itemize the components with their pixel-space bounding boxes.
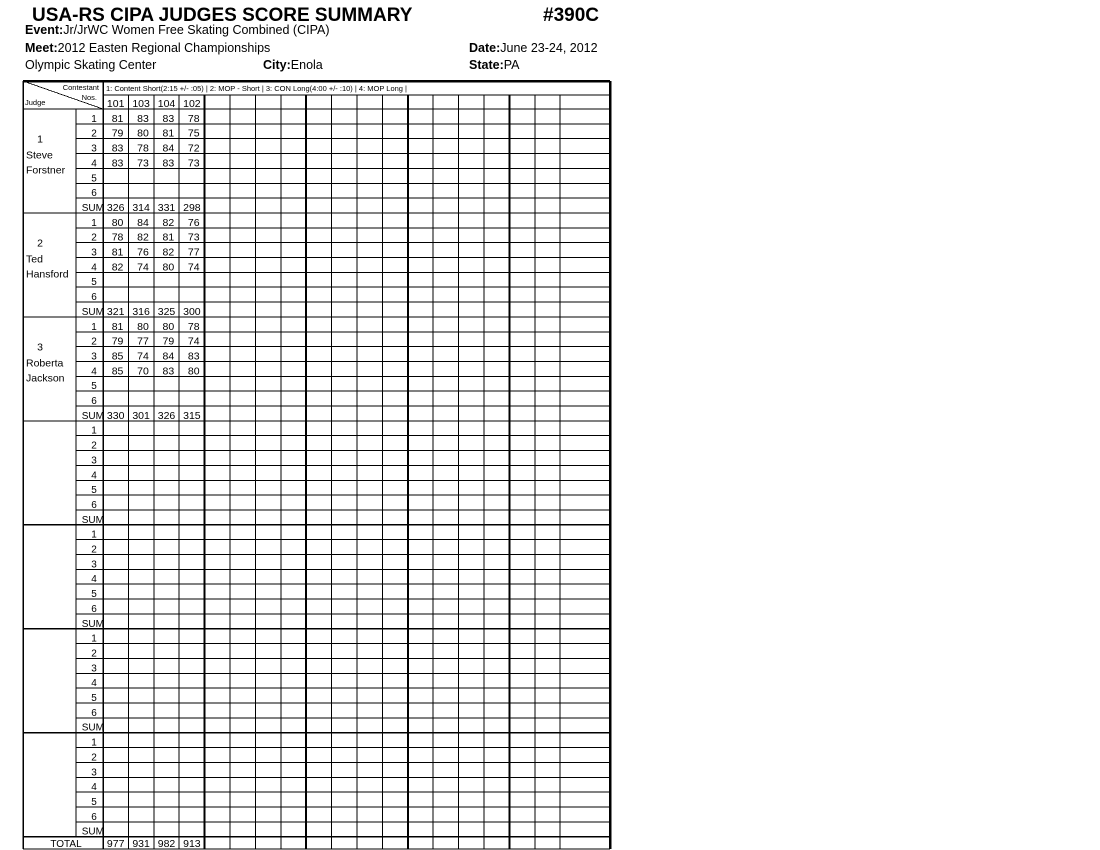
contestant-number: 104 bbox=[157, 98, 176, 110]
criteria-row-label: 3 bbox=[91, 351, 97, 363]
criteria-row-label: 1 bbox=[91, 529, 97, 541]
score-cell: 78 bbox=[137, 142, 149, 155]
criteria-row-label: 6 bbox=[91, 707, 97, 719]
score-cell: 73 bbox=[187, 157, 200, 170]
date-label: Date: bbox=[469, 41, 501, 55]
judge-first-name: Steve bbox=[26, 149, 53, 162]
sum-label: SUM bbox=[81, 618, 104, 630]
criteria-row-label: 2 bbox=[91, 128, 97, 140]
criteria-row-label: 4 bbox=[91, 470, 97, 482]
score-cell: 77 bbox=[137, 335, 149, 348]
score-cell: 81 bbox=[162, 127, 175, 140]
contestant-number: 102 bbox=[183, 98, 201, 110]
criteria-row-label: 4 bbox=[91, 262, 97, 274]
sum-label: SUM bbox=[81, 202, 104, 214]
sum-cell: 301 bbox=[132, 409, 150, 422]
contestant-number: 101 bbox=[106, 98, 125, 110]
sum-label: SUM bbox=[81, 514, 104, 526]
score-cell: 85 bbox=[111, 350, 124, 363]
form-number: #390C bbox=[543, 5, 599, 26]
sum-cell: 326 bbox=[157, 409, 176, 422]
venue: Olympic Skating Center bbox=[25, 58, 157, 72]
criteria-row-label: 6 bbox=[91, 188, 97, 200]
score-cell: 82 bbox=[162, 216, 175, 229]
score-cell: 83 bbox=[187, 350, 200, 363]
score-cell: 72 bbox=[187, 142, 200, 155]
score-cell: 84 bbox=[137, 216, 149, 229]
score-cell: 79 bbox=[111, 335, 124, 348]
sum-cell: 326 bbox=[106, 201, 125, 214]
score-cell: 83 bbox=[162, 112, 175, 125]
score-cell: 77 bbox=[187, 246, 200, 259]
total-cell: 982 bbox=[157, 838, 176, 850]
criteria-row-label: 5 bbox=[91, 693, 97, 704]
score-cell: 79 bbox=[162, 335, 175, 348]
score-cell: 80 bbox=[137, 320, 149, 333]
criteria-row-label: 4 bbox=[91, 782, 97, 794]
contestant-number: 103 bbox=[132, 98, 150, 110]
criteria-row-label: 3 bbox=[91, 455, 97, 467]
score-cell: 83 bbox=[137, 112, 149, 125]
criteria-row-label: 2 bbox=[91, 752, 97, 764]
sum-cell: 314 bbox=[132, 201, 150, 214]
sum-cell: 300 bbox=[183, 305, 201, 318]
total-label: TOTAL bbox=[50, 839, 82, 850]
score-cell: 81 bbox=[111, 246, 124, 259]
criteria-row-label: 6 bbox=[91, 811, 97, 823]
score-cell: 74 bbox=[137, 261, 149, 274]
judge-last-name: Forstner bbox=[26, 164, 66, 177]
criteria-row-label: 1 bbox=[91, 217, 97, 229]
score-cell: 70 bbox=[137, 365, 149, 378]
judge-last-name: Jackson bbox=[26, 372, 65, 385]
criteria-row-label: 3 bbox=[91, 767, 97, 779]
meet-label: Meet: bbox=[25, 41, 58, 55]
criteria-row-label: 5 bbox=[91, 381, 97, 393]
criteria-legend: 1: Content Short(2:15 +/- :05) | 2: MOP - Short | 3: CON Long(4:00 +/- :10) | 4: MOP Long | bbox=[106, 84, 407, 93]
judge-number: 1 bbox=[37, 133, 43, 146]
score-cell: 82 bbox=[111, 261, 124, 274]
form-title: USA-RS CIPA JUDGES SCORE SUMMARY bbox=[32, 5, 413, 26]
criteria-row-label: 1 bbox=[91, 737, 97, 749]
criteria-row-label: 3 bbox=[91, 247, 97, 259]
score-cell: 74 bbox=[187, 261, 200, 274]
score-cell: 74 bbox=[187, 335, 200, 348]
score-cell: 83 bbox=[162, 365, 175, 378]
date-line bbox=[469, 41, 598, 55]
score-cell: 80 bbox=[111, 216, 124, 229]
criteria-row-label: 5 bbox=[91, 485, 97, 497]
city-line bbox=[263, 58, 323, 72]
sum-cell: 315 bbox=[183, 409, 201, 422]
score-cell: 74 bbox=[137, 350, 149, 363]
score-cell: 73 bbox=[137, 157, 149, 170]
criteria-row-label: 5 bbox=[91, 173, 97, 185]
judge-number: 3 bbox=[37, 341, 43, 354]
judge-first-name: Roberta bbox=[26, 357, 64, 370]
score-cell: 79 bbox=[111, 127, 124, 140]
criteria-row-label: 1 bbox=[91, 425, 97, 437]
score-cell: 82 bbox=[162, 246, 175, 259]
criteria-row-label: 5 bbox=[91, 796, 97, 808]
score-cell: 84 bbox=[162, 350, 175, 363]
sum-cell: 325 bbox=[157, 305, 176, 318]
event-line bbox=[25, 23, 329, 37]
sum-label: SUM bbox=[81, 306, 104, 318]
criteria-row-label: 6 bbox=[91, 499, 97, 511]
score-cell: 83 bbox=[111, 157, 124, 170]
criteria-row-label: 3 bbox=[91, 663, 97, 675]
state-value: PA bbox=[503, 58, 520, 72]
event-value: Jr/JrWC Women Free Skating Combined (CIPA) bbox=[63, 23, 330, 37]
judge-number: 2 bbox=[37, 237, 43, 250]
criteria-row-label: 6 bbox=[91, 603, 97, 615]
criteria-row-label: 2 bbox=[91, 336, 97, 348]
meet-value: 2012 Easten Regional Championships bbox=[57, 41, 271, 55]
criteria-row-label: 1 bbox=[91, 633, 97, 645]
criteria-row-label: 2 bbox=[91, 440, 97, 452]
date-value: June 23-24, 2012 bbox=[500, 41, 598, 55]
total-cell: 977 bbox=[106, 838, 125, 850]
sum-cell: 331 bbox=[157, 201, 176, 214]
score-grid bbox=[22, 79, 614, 850]
judge-last-name: Hansford bbox=[26, 268, 69, 281]
score-cell: 85 bbox=[111, 365, 124, 378]
criteria-row-label: 3 bbox=[91, 559, 97, 571]
state-line bbox=[469, 58, 519, 72]
sum-cell: 330 bbox=[106, 409, 125, 422]
nos-label: Nos. bbox=[81, 93, 97, 102]
state-label: State: bbox=[469, 58, 504, 72]
city-label: City: bbox=[263, 58, 291, 72]
score-cell: 80 bbox=[162, 261, 175, 274]
criteria-row-label: 1 bbox=[91, 321, 97, 333]
meet-line bbox=[25, 41, 270, 55]
sum-label: SUM bbox=[81, 722, 104, 734]
score-cell: 78 bbox=[187, 320, 200, 333]
criteria-row-label: 5 bbox=[91, 277, 97, 289]
criteria-row-label: 4 bbox=[91, 678, 97, 690]
score-cell: 83 bbox=[111, 142, 124, 155]
criteria-row-label: 5 bbox=[91, 589, 97, 601]
criteria-row-label: 6 bbox=[91, 396, 97, 407]
score-cell: 84 bbox=[162, 142, 175, 155]
total-cell: 931 bbox=[132, 838, 150, 850]
score-cell: 76 bbox=[137, 246, 149, 259]
city-value: Enola bbox=[290, 58, 323, 72]
score-cell: 75 bbox=[187, 127, 200, 140]
judge-first-name: Ted bbox=[26, 253, 43, 266]
criteria-row-label: 4 bbox=[91, 158, 97, 170]
criteria-row-label: 4 bbox=[91, 366, 97, 378]
score-cell: 78 bbox=[111, 231, 124, 244]
criteria-row-label: 3 bbox=[91, 143, 97, 155]
total-cell: 913 bbox=[183, 838, 201, 850]
event-label: Event: bbox=[25, 23, 64, 37]
score-cell: 83 bbox=[162, 157, 175, 170]
sum-label: SUM bbox=[81, 410, 104, 422]
criteria-row-label: 2 bbox=[91, 648, 97, 660]
score-cell: 82 bbox=[137, 231, 149, 244]
criteria-row-label: 6 bbox=[91, 292, 97, 304]
score-cell: 73 bbox=[187, 231, 200, 244]
score-cell: 80 bbox=[137, 127, 149, 140]
criteria-row-label: 4 bbox=[91, 574, 97, 586]
judge-label: Judge bbox=[25, 98, 46, 107]
score-cell: 76 bbox=[187, 216, 200, 229]
contestant-label: Contestant bbox=[62, 83, 99, 92]
score-cell: 80 bbox=[162, 320, 175, 333]
score-cell: 81 bbox=[162, 231, 175, 244]
criteria-row-label: 2 bbox=[91, 232, 97, 244]
sum-cell: 316 bbox=[132, 305, 150, 318]
score-cell: 80 bbox=[187, 365, 200, 378]
criteria-row-label: 1 bbox=[91, 113, 97, 125]
criteria-row-label: 2 bbox=[91, 544, 97, 556]
score-cell: 81 bbox=[111, 112, 124, 125]
sum-cell: 298 bbox=[183, 201, 201, 214]
sum-cell: 321 bbox=[106, 305, 125, 318]
score-cell: 78 bbox=[187, 112, 200, 125]
score-cell: 81 bbox=[111, 320, 124, 333]
sum-label: SUM bbox=[81, 826, 104, 838]
